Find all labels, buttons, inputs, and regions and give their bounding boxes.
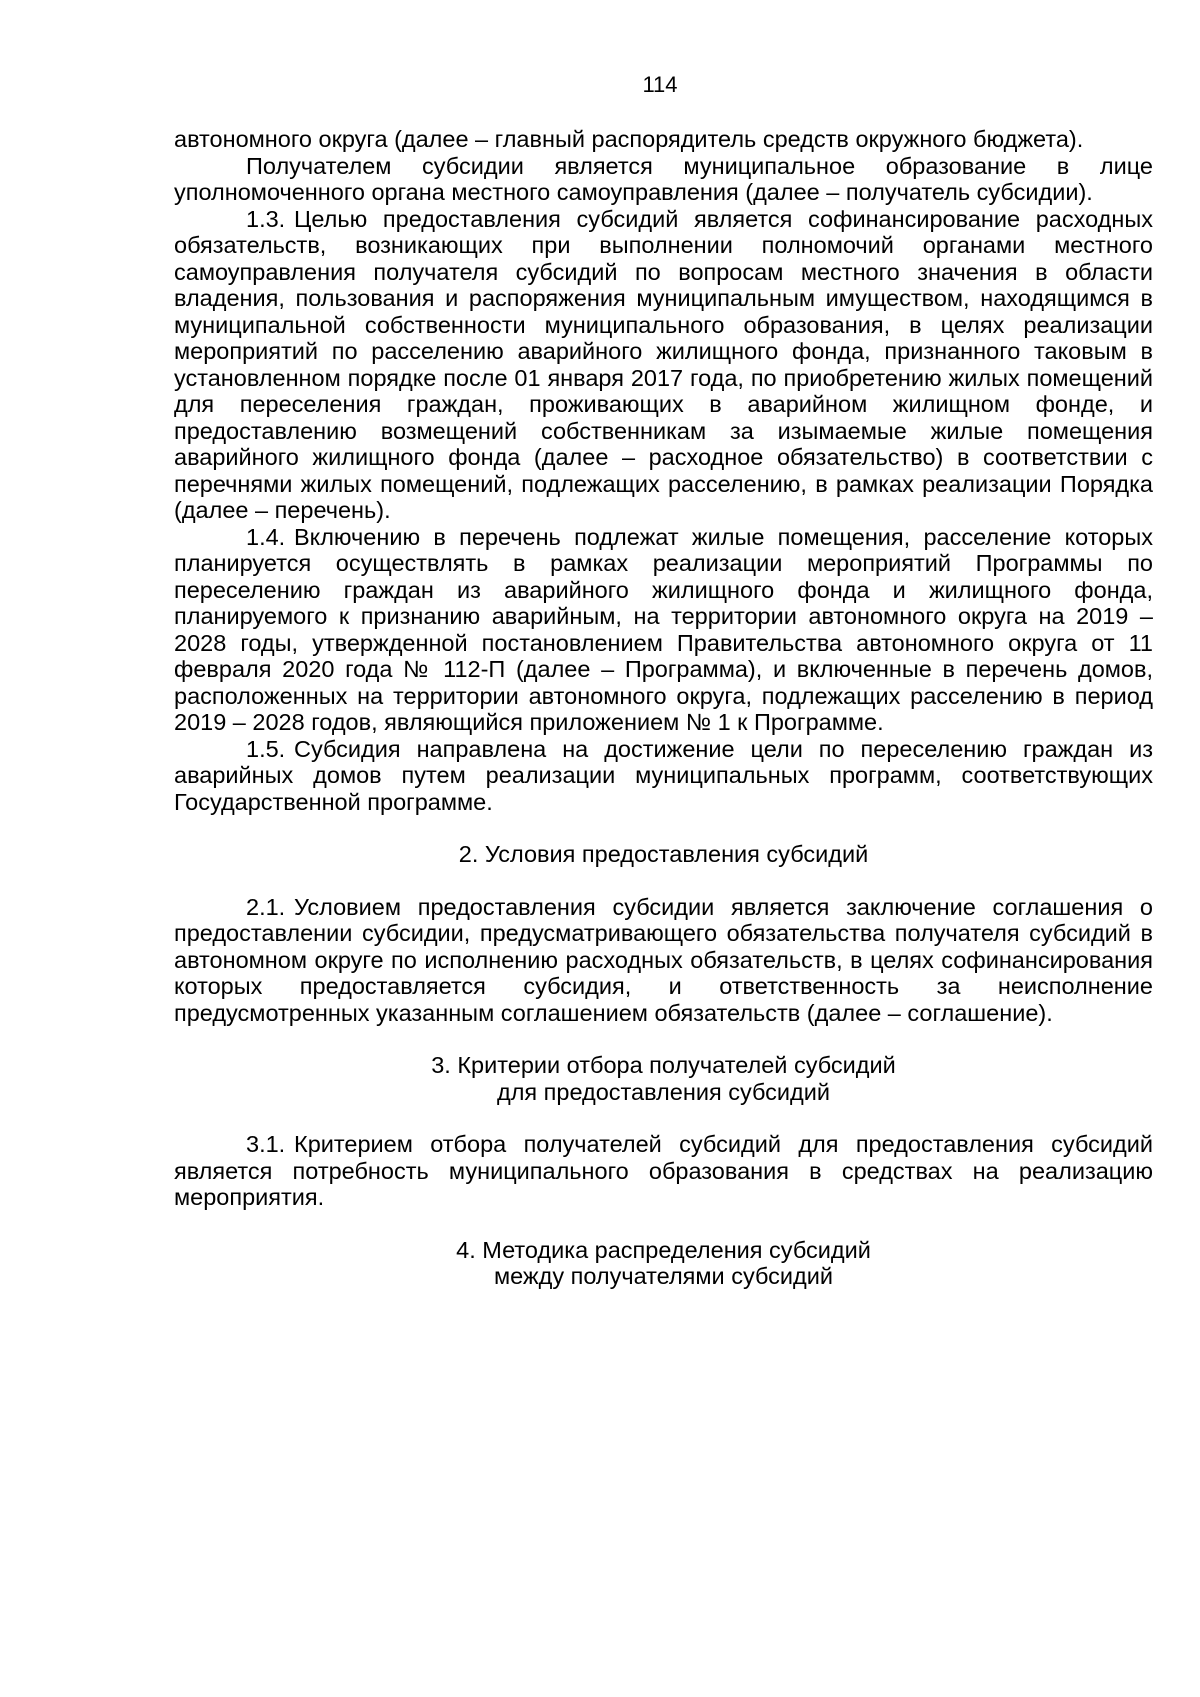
section-heading-3	[174, 1052, 1153, 1105]
paragraph-1-3	[174, 206, 1153, 524]
section-heading-line: 3. Критерии отбора получателей субсидий	[431, 1052, 896, 1078]
paragraph-1-5	[174, 736, 1153, 816]
section-heading-line: для предоставления субсидий	[496, 1078, 831, 1105]
clause-text: Целью предоставления субсидий является софинансирование расходных обязательств, возникающих при выполнении полномочий органами местного самоуправления получателя субсидий по вопросам местного значения в области владения, пользования и распоряжения муниципальным имуществом, находящимся в муниципальной собственности муниципального образования, в целях реализации мероприятий по расселению аварийного жилищного фонда, признанного таковым в установленном порядке после 01 января 2017 года, по приобретению жилых помещений для переселения граждан, проживающих в аварийном жилищном фонде, и предоставлению возмещений собственникам за изымаемые жилые помещения аварийного жилищного фонда (далее – расходное обязательство) в соответствии с перечнями жилых помещений, подлежащих расселению, в рамках реализации Порядка (далее – перечень).	[174, 205, 1153, 523]
clause-text: Включению в перечень подлежат жилые помещения, расселение которых планируется осуществлять в рамках реализации мероприятий Программы по переселению граждан из аварийного жилищного фонда и жилищного фонда, планируемого к признанию аварийным, на территории автономного округа на 2019 – 2028 годы, утвержденной постановлением Правительства автономного округа от 11 февраля 2020 года № 112-П (далее – Программа), и включенные в перечень домов, расположенных на территории автономного округа, подлежащих расселению в период 2019 – 2028 годов, являющийся приложением № 1 к Программе.	[174, 523, 1153, 735]
clause-text: Критерием отбора получателей субсидий для предоставления субсидий является потребность муниципального образования в средствах на реализацию мероприятия.	[174, 1131, 1153, 1210]
paragraph-continuation: автономного округа (далее – главный распорядитель средств окружного бюджета).	[174, 126, 1084, 152]
section-heading-4	[174, 1237, 1153, 1290]
section-heading-2: 2. Условия предоставления субсидий	[458, 841, 869, 867]
section-heading-line: 4. Методика распределения субсидий	[456, 1236, 871, 1263]
paragraph-2-1	[174, 894, 1153, 1027]
document-body	[174, 126, 1153, 1290]
clause-text: Условием предоставления субсидии является заключение соглашения о предоставлении субсидии, предусматривающего обязательства получателя субсидий в автономном округе по исполнению расходных обязательств, в целях софинансирования которых предоставляется субсидия, и ответственность за неисполнение предусмотренных указанным соглашением обязательств (далее – соглашение).	[174, 893, 1153, 1026]
clause-number: 1.4.	[246, 523, 286, 550]
paragraph-recipient: Получателем субсидии является муниципальное образование в лице уполномоченного органа местного самоуправления (далее – получатель субсидии).	[174, 152, 1153, 205]
clause-text: Субсидия направлена на достижение цели по переселению граждан из аварийных домов путем реализации муниципальных программ, соответствующих Государственной программе.	[174, 735, 1153, 815]
paragraph-3-1	[174, 1131, 1153, 1211]
page-number: 114	[642, 72, 678, 97]
paragraph-1-4	[174, 524, 1153, 736]
clause-number: 1.5.	[246, 735, 286, 762]
clause-number: 3.1.	[246, 1131, 286, 1157]
section-heading-line: между получателями субсидий	[493, 1263, 834, 1289]
clause-number: 1.3.	[246, 205, 286, 232]
clause-number: 2.1.	[246, 893, 286, 920]
